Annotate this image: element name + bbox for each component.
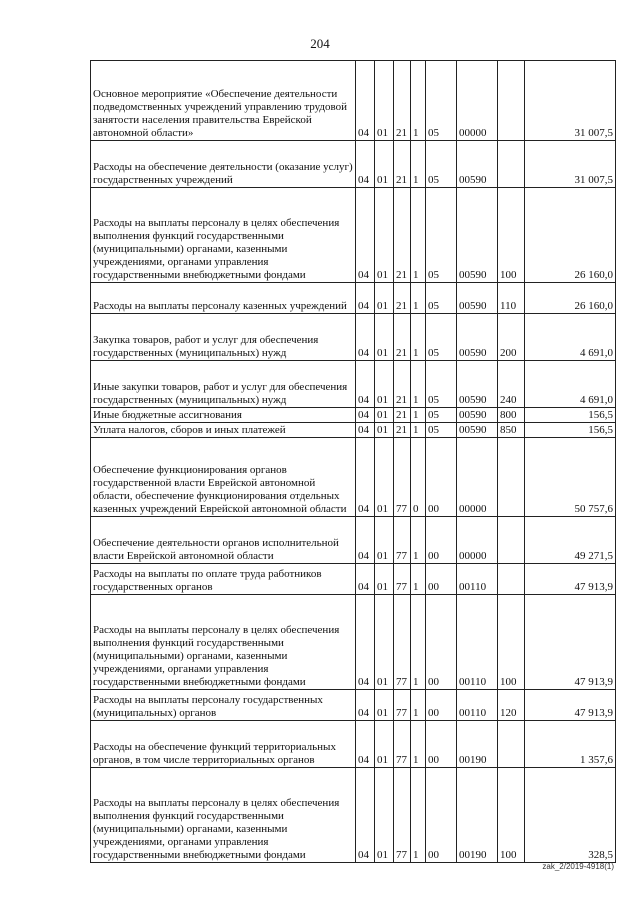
code-program: 21 xyxy=(394,361,411,408)
code-event: 05 xyxy=(426,283,457,314)
table-row xyxy=(91,361,616,408)
code-direction: 00590 xyxy=(457,423,498,438)
code-subprogram: 1 xyxy=(411,564,426,595)
code-expense-type xyxy=(498,61,525,141)
code-program: 77 xyxy=(394,517,411,564)
code-direction: 00110 xyxy=(457,690,498,721)
code-section: 04 xyxy=(356,721,375,768)
table-row xyxy=(91,690,616,721)
row-amount: 47 913,9 xyxy=(525,690,616,721)
code-subprogram: 1 xyxy=(411,188,426,283)
row-name: Расходы на обеспечение деятельности (оказание услуг) государственных учреждений xyxy=(91,141,356,188)
code-program: 77 xyxy=(394,564,411,595)
code-event: 05 xyxy=(426,188,457,283)
row-amount: 4 691,0 xyxy=(525,314,616,361)
code-event: 05 xyxy=(426,408,457,423)
code-direction: 00110 xyxy=(457,564,498,595)
row-amount: 31 007,5 xyxy=(525,141,616,188)
table-row xyxy=(91,595,616,690)
code-expense-type: 240 xyxy=(498,361,525,408)
table-row xyxy=(91,423,616,438)
code-event: 00 xyxy=(426,768,457,863)
code-program: 21 xyxy=(394,61,411,141)
row-name: Расходы на выплаты по оплате труда работников государственных органов xyxy=(91,564,356,595)
code-program: 77 xyxy=(394,595,411,690)
code-direction: 00590 xyxy=(457,283,498,314)
row-amount: 50 757,6 xyxy=(525,438,616,517)
code-program: 21 xyxy=(394,283,411,314)
row-name: Иные бюджетные ассигнования xyxy=(91,408,356,423)
row-name: Расходы на выплаты персоналу в целях обеспечения выполнения функций государственными (муниципальными) органами, казенными учреждениями, органами управления государственными внебюджетными фондами xyxy=(91,768,356,863)
code-subprogram: 1 xyxy=(411,721,426,768)
page-number: 204 xyxy=(310,36,330,51)
code-program: 21 xyxy=(394,314,411,361)
row-name: Иные закупки товаров, работ и услуг для обеспечения государственных (муниципальных) нужд xyxy=(91,361,356,408)
code-expense-type: 100 xyxy=(498,768,525,863)
row-amount: 31 007,5 xyxy=(525,61,616,141)
code-event: 05 xyxy=(426,423,457,438)
code-section: 04 xyxy=(356,314,375,361)
table-row xyxy=(91,188,616,283)
code-subsection: 01 xyxy=(375,423,394,438)
code-section: 04 xyxy=(356,564,375,595)
code-expense-type xyxy=(498,141,525,188)
code-program: 77 xyxy=(394,768,411,863)
code-section: 04 xyxy=(356,690,375,721)
code-subprogram: 0 xyxy=(411,438,426,517)
code-event: 05 xyxy=(426,361,457,408)
code-direction: 00590 xyxy=(457,361,498,408)
row-name: Обеспечение деятельности органов исполнительной власти Еврейской автономной области xyxy=(91,517,356,564)
code-subsection: 01 xyxy=(375,438,394,517)
code-program: 77 xyxy=(394,721,411,768)
code-section: 04 xyxy=(356,595,375,690)
table-row xyxy=(91,141,616,188)
row-amount: 156,5 xyxy=(525,408,616,423)
row-name: Расходы на выплаты персоналу в целях обеспечения выполнения функций государственными (муниципальными) органами, казенными учреждениями, органами управления государственными внебюджетными фондами xyxy=(91,188,356,283)
code-event: 05 xyxy=(426,314,457,361)
row-name: Уплата налогов, сборов и иных платежей xyxy=(91,423,356,438)
footer-document-code: zak_2/2019-4918(1) xyxy=(542,862,614,871)
code-section: 04 xyxy=(356,361,375,408)
row-amount: 47 913,9 xyxy=(525,564,616,595)
code-expense-type: 200 xyxy=(498,314,525,361)
code-program: 21 xyxy=(394,408,411,423)
code-subprogram: 1 xyxy=(411,768,426,863)
row-name: Расходы на выплаты персоналу в целях обеспечения выполнения функций государственными (муниципальными) органами, казенными учреждениями, органами управления государственными внебюджетными фондами xyxy=(91,595,356,690)
code-program: 77 xyxy=(394,438,411,517)
code-subprogram: 1 xyxy=(411,283,426,314)
row-amount: 4 691,0 xyxy=(525,361,616,408)
row-name: Расходы на выплаты персоналу казенных учреждений xyxy=(91,283,356,314)
table-row xyxy=(91,564,616,595)
code-direction: 00000 xyxy=(457,517,498,564)
code-event: 00 xyxy=(426,595,457,690)
code-expense-type xyxy=(498,564,525,595)
code-event: 00 xyxy=(426,438,457,517)
code-event: 05 xyxy=(426,61,457,141)
code-subprogram: 1 xyxy=(411,423,426,438)
table-row xyxy=(91,314,616,361)
row-name: Обеспечение функционирования органов государственной власти Еврейской автономной области, обеспечение функционирования отдельных казенных учреждений Еврейской автономной области xyxy=(91,438,356,517)
code-direction: 00110 xyxy=(457,595,498,690)
code-subsection: 01 xyxy=(375,188,394,283)
code-program: 21 xyxy=(394,141,411,188)
code-direction: 00590 xyxy=(457,314,498,361)
code-program: 21 xyxy=(394,188,411,283)
code-expense-type: 800 xyxy=(498,408,525,423)
code-section: 04 xyxy=(356,438,375,517)
code-expense-type: 850 xyxy=(498,423,525,438)
code-event: 05 xyxy=(426,141,457,188)
code-subprogram: 1 xyxy=(411,314,426,361)
table-row xyxy=(91,61,616,141)
code-event: 00 xyxy=(426,564,457,595)
row-name: Расходы на выплаты персоналу государственных (муниципальных) органов xyxy=(91,690,356,721)
code-subprogram: 1 xyxy=(411,361,426,408)
row-name: Расходы на обеспечение функций территориальных органов, в том числе территориальных органов xyxy=(91,721,356,768)
code-expense-type: 110 xyxy=(498,283,525,314)
code-subprogram: 1 xyxy=(411,595,426,690)
code-section: 04 xyxy=(356,188,375,283)
code-program: 77 xyxy=(394,690,411,721)
code-subsection: 01 xyxy=(375,768,394,863)
table-row xyxy=(91,721,616,768)
code-event: 00 xyxy=(426,517,457,564)
code-section: 04 xyxy=(356,283,375,314)
code-direction: 00590 xyxy=(457,408,498,423)
code-subsection: 01 xyxy=(375,595,394,690)
row-name: Основное мероприятие «Обеспечение деятельности подведомственных учреждений управлению трудовой занятости населения правительства Еврейской автономной области» xyxy=(91,61,356,141)
code-subsection: 01 xyxy=(375,61,394,141)
code-expense-type xyxy=(498,517,525,564)
code-subsection: 01 xyxy=(375,721,394,768)
code-section: 04 xyxy=(356,423,375,438)
table-row xyxy=(91,283,616,314)
code-event: 00 xyxy=(426,721,457,768)
code-section: 04 xyxy=(356,768,375,863)
code-expense-type: 120 xyxy=(498,690,525,721)
code-section: 04 xyxy=(356,517,375,564)
code-subprogram: 1 xyxy=(411,517,426,564)
row-amount: 328,5 xyxy=(525,768,616,863)
code-subprogram: 1 xyxy=(411,408,426,423)
code-expense-type: 100 xyxy=(498,595,525,690)
row-amount: 49 271,5 xyxy=(525,517,616,564)
code-subsection: 01 xyxy=(375,564,394,595)
row-amount: 26 160,0 xyxy=(525,283,616,314)
code-subprogram: 1 xyxy=(411,61,426,141)
code-section: 04 xyxy=(356,141,375,188)
code-subsection: 01 xyxy=(375,690,394,721)
code-subprogram: 1 xyxy=(411,690,426,721)
code-direction: 00000 xyxy=(457,438,498,517)
code-subsection: 01 xyxy=(375,314,394,361)
code-subsection: 01 xyxy=(375,283,394,314)
code-event: 00 xyxy=(426,690,457,721)
table-row xyxy=(91,768,616,863)
code-subsection: 01 xyxy=(375,517,394,564)
code-expense-type xyxy=(498,438,525,517)
code-section: 04 xyxy=(356,408,375,423)
row-amount: 1 357,6 xyxy=(525,721,616,768)
table-row xyxy=(91,517,616,564)
code-subsection: 01 xyxy=(375,361,394,408)
code-direction: 00590 xyxy=(457,188,498,283)
row-amount: 156,5 xyxy=(525,423,616,438)
code-program: 21 xyxy=(394,423,411,438)
code-section: 04 xyxy=(356,61,375,141)
code-subprogram: 1 xyxy=(411,141,426,188)
table-row xyxy=(91,408,616,423)
code-direction: 00190 xyxy=(457,768,498,863)
budget-table-body xyxy=(91,61,616,863)
table-row xyxy=(91,438,616,517)
code-direction: 00000 xyxy=(457,61,498,141)
row-name: Закупка товаров, работ и услуг для обеспечения государственных (муниципальных) нужд xyxy=(91,314,356,361)
code-subsection: 01 xyxy=(375,408,394,423)
row-amount: 26 160,0 xyxy=(525,188,616,283)
budget-table xyxy=(90,60,616,863)
code-expense-type xyxy=(498,721,525,768)
code-direction: 00590 xyxy=(457,141,498,188)
row-amount: 47 913,9 xyxy=(525,595,616,690)
code-direction: 00190 xyxy=(457,721,498,768)
code-expense-type: 100 xyxy=(498,188,525,283)
code-subsection: 01 xyxy=(375,141,394,188)
